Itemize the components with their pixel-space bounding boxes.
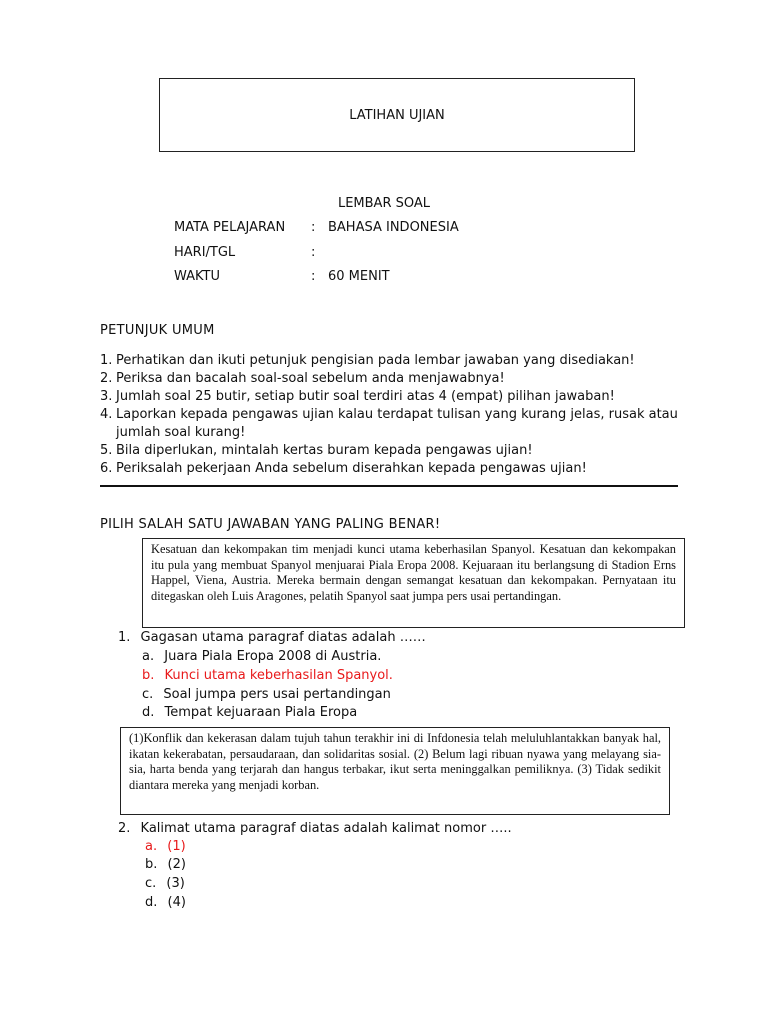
option-letter: b. [142,668,155,683]
reading-passage-2: (1)Konflik dan kekerasan dalam tujuh tahun terakhir ini di Infdonesia telah meluluhlantakkan banyak hal, ikatan kekerabatan, persaudaraan, dan solidaritas sosial. (2) Belum lagi ribuan nyawa yang melayang sia-sia, harta benda yang terjarah dan hangus terbakar, ikut serta meninggalkan pemiliknya. (3) Tidak sedikit diantara mereka yang menjadi korban. [120,727,670,815]
option-text: (1) [167,839,186,854]
answer-option-highlighted[interactable] [145,839,186,854]
list-item [100,460,680,478]
option-letter: c. [142,687,154,702]
list-item [100,406,680,442]
general-instructions-heading: PETUNJUK UMUM [100,323,215,338]
item-number: 5. [100,443,113,458]
item-text: Periksa dan bacalah soal-soal sebelum anda menjawabnya! [116,371,505,386]
item-number: 1. [100,353,113,368]
option-text: (3) [166,876,185,891]
item-number: 3. [100,389,113,404]
option-text: Kunci utama keberhasilan Spanyol. [164,668,393,683]
option-text: Juara Piala Eropa 2008 di Austria. [164,649,382,664]
answer-option[interactable] [145,876,185,891]
info-colon: : [311,245,316,260]
list-item [100,442,680,460]
item-text: Bila diperlukan, mintalah kertas buram kepada pengawas ujian! [116,443,533,458]
info-value: 60 MENIT [328,269,390,284]
instructions-list [100,352,680,478]
option-letter: d. [145,895,158,910]
item-text: Perhatikan dan ikuti petunjuk pengisian pada lembar jawaban yang disediakan! [116,353,635,368]
answer-option[interactable] [142,705,357,720]
answer-option[interactable] [145,857,186,872]
info-colon: : [311,220,316,235]
question-number: 1. [118,630,131,645]
item-number: 4. [100,407,113,422]
question-1 [118,630,426,645]
item-text: Laporkan kepada pengawas ujian kalau terdapat tulisan yang kurang jelas, rusak atau jumlah soal kurang! [116,407,678,440]
info-value: BAHASA INDONESIA [328,220,459,235]
option-text: (2) [167,857,186,872]
option-text: Tempat kejuaraan Piala Eropa [164,705,358,720]
info-label: WAKTU [174,269,221,284]
info-label: MATA PELAJARAN [174,220,286,235]
reading-passage-1: Kesatuan dan kekompakan tim menjadi kunci utama keberhasilan Spanyol. Kesatuan dan kekompakan itu pula yang membuat Spanyol menjuarai Piala Eropa 2008. Kejuaraan itu berlangsung di Stadion Erns Happel, Viena, Austria. Mereka bermain dengan semangat kesatuan dan kekompakan. Pernyataan itu ditegaskan oleh Luis Aragones, pelatih Spanyol saat jumpa pers usai pertandingan. [142,538,685,628]
question-2 [118,821,512,836]
option-text: Soal jumpa pers usai pertandingan [163,687,391,702]
item-text: Periksalah pekerjaan Anda sebelum diserahkan kepada pengawas ujian! [116,461,587,476]
info-label: HARI/TGL [174,245,236,260]
list-item [100,388,680,406]
answer-option[interactable] [142,649,381,664]
option-letter: b. [145,857,158,872]
option-letter: a. [145,839,158,854]
exam-title-box [159,78,635,152]
list-item [100,352,680,370]
section-heading: PILIH SALAH SATU JAWABAN YANG PALING BENAR! [100,517,441,532]
question-text: Kalimat utama paragraf diatas adalah kalimat nomor ….. [140,821,512,836]
answer-option[interactable] [142,687,391,702]
exam-title: LATIHAN UJIAN [349,107,445,123]
sheet-title: LEMBAR SOAL [337,196,431,211]
item-number: 2. [100,371,113,386]
question-text: Gagasan utama paragraf diatas adalah …… [140,630,426,645]
answer-option-highlighted[interactable] [142,668,393,683]
item-number: 6. [100,461,113,476]
info-colon: : [311,269,316,284]
question-number: 2. [118,821,131,836]
list-item [100,370,680,388]
divider [100,485,678,487]
option-letter: d. [142,705,155,720]
option-letter: c. [145,876,157,891]
item-text: Jumlah soal 25 butir, setiap butir soal terdiri atas 4 (empat) pilihan jawaban! [116,389,615,404]
option-text: (4) [167,895,186,910]
option-letter: a. [142,649,155,664]
answer-option[interactable] [145,895,186,910]
